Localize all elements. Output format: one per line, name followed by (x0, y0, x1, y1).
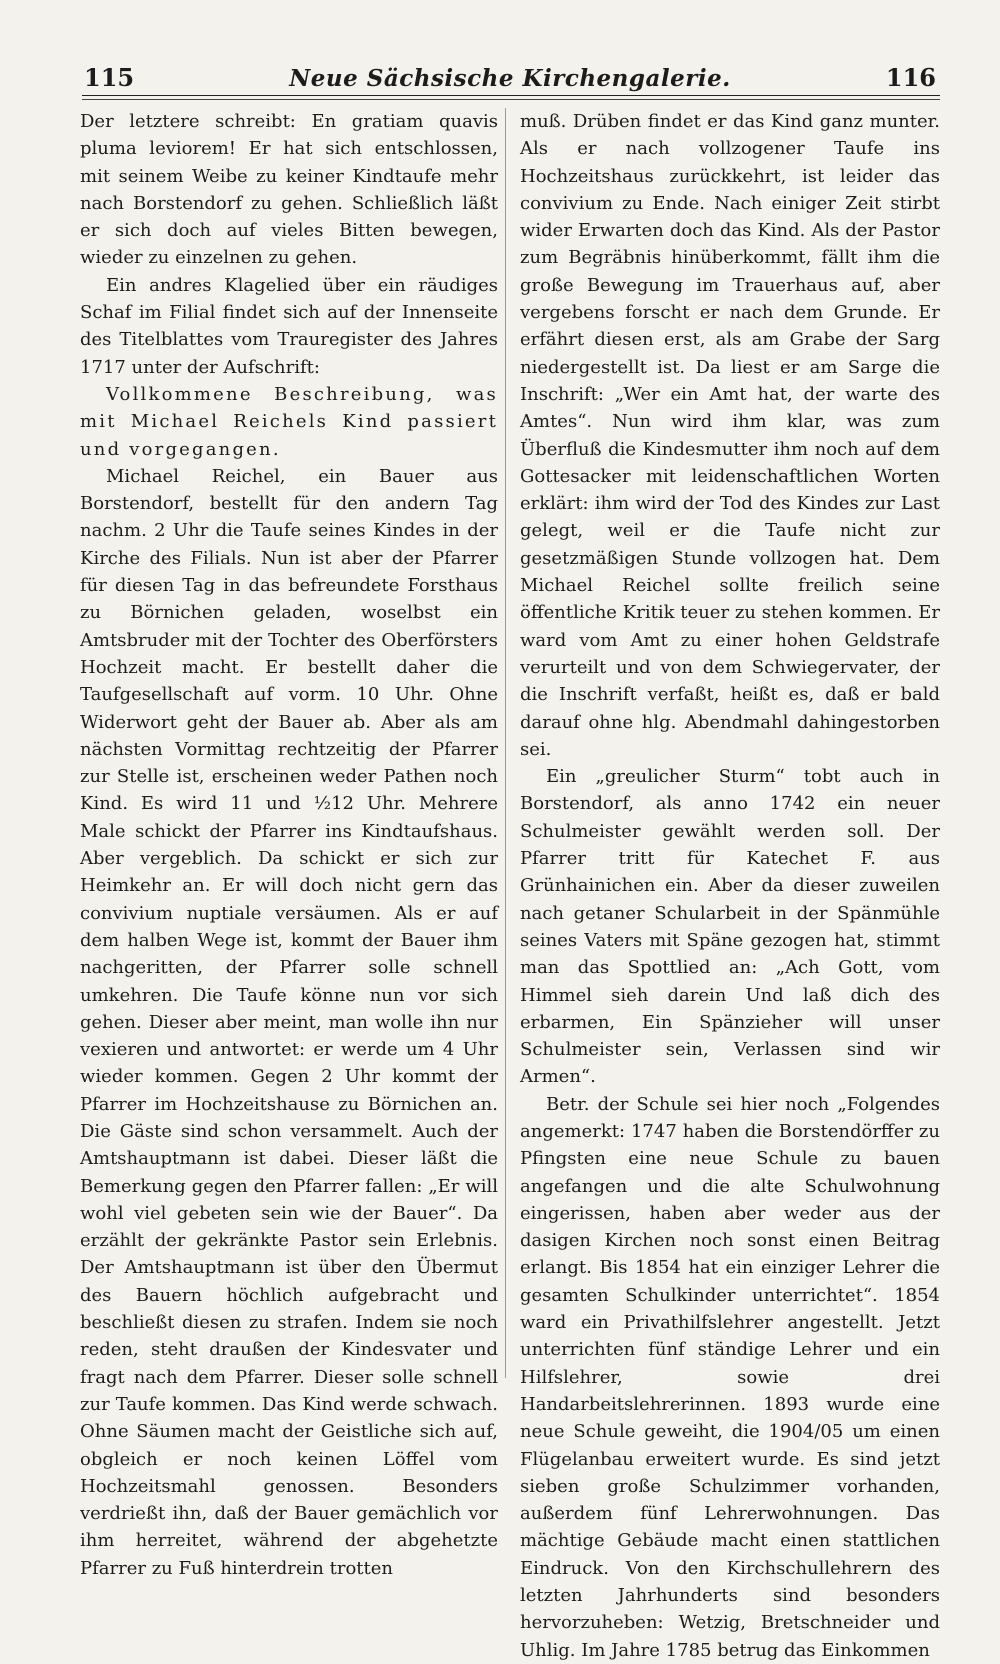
paragraph: Der letztere schreibt: En gratiam quavis pluma leviorem! Er hat sich entschlossen, mit seinem Weibe zu keiner Kindtaufe mehr nach Borstendorf zu gehen. Schließlich läßt er sich doch auf vieles Bitten bewegen, wieder zu einzelnen zu gehen. (80, 111, 498, 269)
paragraph: Ein „greulicher Sturm“ tobt auch in Borstendorf, als anno 1742 ein neuer Schulmeister gewählt werden soll. Der Pfarrer tritt für Katechet F. aus Grünhainichen ein. Aber da dieser zuweilen nach getaner Schularbeit in der Spänmühle seines Vaters mit Späne gezogen hat, stimmt man das Spottlied an: „Ach Gott, vom Himmel sieh darein Und laß dich des erbarmen, Ein Spänzieher will unser Schulmeister sein, Verlassen sind wir Armen“. (520, 766, 940, 1088)
page-number-left: 115 (84, 63, 135, 92)
paragraph: Betr. der Schule sei hier noch „Folgendes angemerkt: 1747 haben die Borstendörffer zu Pfingsten eine neue Schule zu bauen angefangen und die alte Schulwohnung eingerissen, haben aber weder aus der dasigen Kirchen noch sonst einen Beitrag erlangt. Bis 1854 hat ein einziger Lehrer die gesamten Schulkinder unterrichtet“. 1854 ward ein Privathilfslehrer angestellt. Jetzt unterrichten fünf ständige Lehrer und ein Hilfslehrer, sowie drei Handarbeitslehrerinnen. 1893 wurde eine neue Schule geweiht, die 1904/05 um einen Flügelanbau erweitert wurde. Es sind jetzt sieben große Schulzimmer vorhanden, außerdem fünf Lehrerwohnungen. Das mächtige Gebäude macht einen stattlichen Eindruck. Von den Kirchschullehrern des letzten Jahrhunderts sind besonders hervorzuheben: Wetzig, Bretschneider und Uhlig. Im Jahre 1785 betrug das Einkommen (520, 1093, 940, 1661)
header-rule (82, 95, 940, 96)
section-heading: Vollkommene Beschreibung, was mit Michael Reichels Kind passiert und vorgegangen. (80, 383, 498, 460)
page-number-right: 116 (885, 63, 936, 92)
header-rule-thin (82, 99, 940, 100)
paragraph: Michael Reichel, ein Bauer aus Borstendorf, bestellt für den andern Tag nachm. 2 Uhr die Taufe seines Kindes in der Kirche des Filials. Nun ist aber der Pfarrer für diesen Tag in das befreundete Forsthaus zu Börnichen geladen, woselbst ein Amtsbruder mit der Tochter des Oberförsters Hochzeit macht. Er bestellt daher die Taufgesellschaft auf vorm. 10 Uhr. Ohne Widerwort geht der Bauer ab. Aber als am nächsten Vormittag rechtzeitig der Pfarrer zur Stelle ist, erscheinen weder Pathen noch Kind. Es wird 11 und ½12 Uhr. Mehrere Male schickt der Pfarrer ins Kindtaufshaus. Aber vergeblich. Da schickt er sich zur Heimkehr an. Er will doch nicht gern das convivium nuptiale versäumen. Als er auf dem halben Wege ist, kommt der Bauer ihm nachgeritten, der Pfarrer solle schnell umkehren. Die Taufe könne nun vor sich gehen. Dieser aber meint, man wolle ihn nur vexieren und antwortet: er werde um 4 Uhr wieder kommen. Gegen 2 Uhr kommt der Pfarrer im Hochzeitshause zu Börnichen an. Die Gäste sind schon versammelt. Auch der Amtshauptmann ist dabei. Dieser läßt die Bemerkung gegen den Pfarrer fallen: „Er will wohl viel gebeten sein wie der Bauer“. Da erzählt der gekränkte Pastor sein Erlebnis. Der Amtshauptmann ist über den Übermut des Bauern höchlich aufgebracht und beschließt diesen zu strafen. Indem sie noch reden, steht draußen der Kindesvater und fragt nach dem Pfarrer. Dieser solle schnell zur Taufe kommen. Das Kind werde schwach. Ohne Säumen macht der Geistliche sich auf, obgleich er noch keinen Löffel vom Hochzeitsmahl genossen. Besonders verdrießt ihn, daß der Bauer gemächlich vor ihm herreitet, während der abgehetzte Pfarrer zu Fuß hinterdrein trotten (80, 465, 498, 1579)
paragraph: muß. Drüben findet er das Kind ganz munter. Als er nach vollzogener Taufe ins Hochzeitshaus zurückkehrt, ist leider das convivium zu Ende. Nach einiger Zeit stirbt wider Erwarten doch das Kind. Als der Pastor zum Begräbnis hinüberkommt, fällt ihm die große Bewegung im Trauerhaus auf, aber vergebens forscht er nach dem Grunde. Er erfährt diesen erst, als am Grabe der Sarg niedergestellt ist. Da liest er am Sarge die Inschrift: „Wer ein Amt hat, der warte des Amtes“. Nun wird ihm klar, was zum Überfluß die Kindesmutter ihm noch auf dem Gottesacker mit leidenschaftlichen Worten erklärt: ihm wird der Tod des Kindes zur Last gelegt, weil er die Taufe nicht zur gesetzmäßigen Stunde vollzogen hat. Dem Michael Reichel sollte freilich seine öffentliche Kritik teuer zu stehen kommen. Er ward vom Amt zu einer hohen Geldstrafe verurteilt und von dem Schwiegervater, der die Inschrift verfaßt, heißt es, daß er bald darauf ohne hlg. Abendmahl dahingestorben sei. (520, 111, 940, 760)
journal-title: Neue Sächsische Kirchengalerie. (289, 65, 731, 92)
column-divider (505, 108, 506, 1378)
right-column (520, 108, 940, 1661)
left-column (80, 108, 498, 1579)
paragraph: Ein andres Klagelied über ein räudiges Schaf im Filial findet sich auf der Innenseite des Titelblattes vom Trauregister des Jahres 1717 unter der Aufschrift: (80, 274, 498, 378)
running-header (84, 58, 936, 92)
